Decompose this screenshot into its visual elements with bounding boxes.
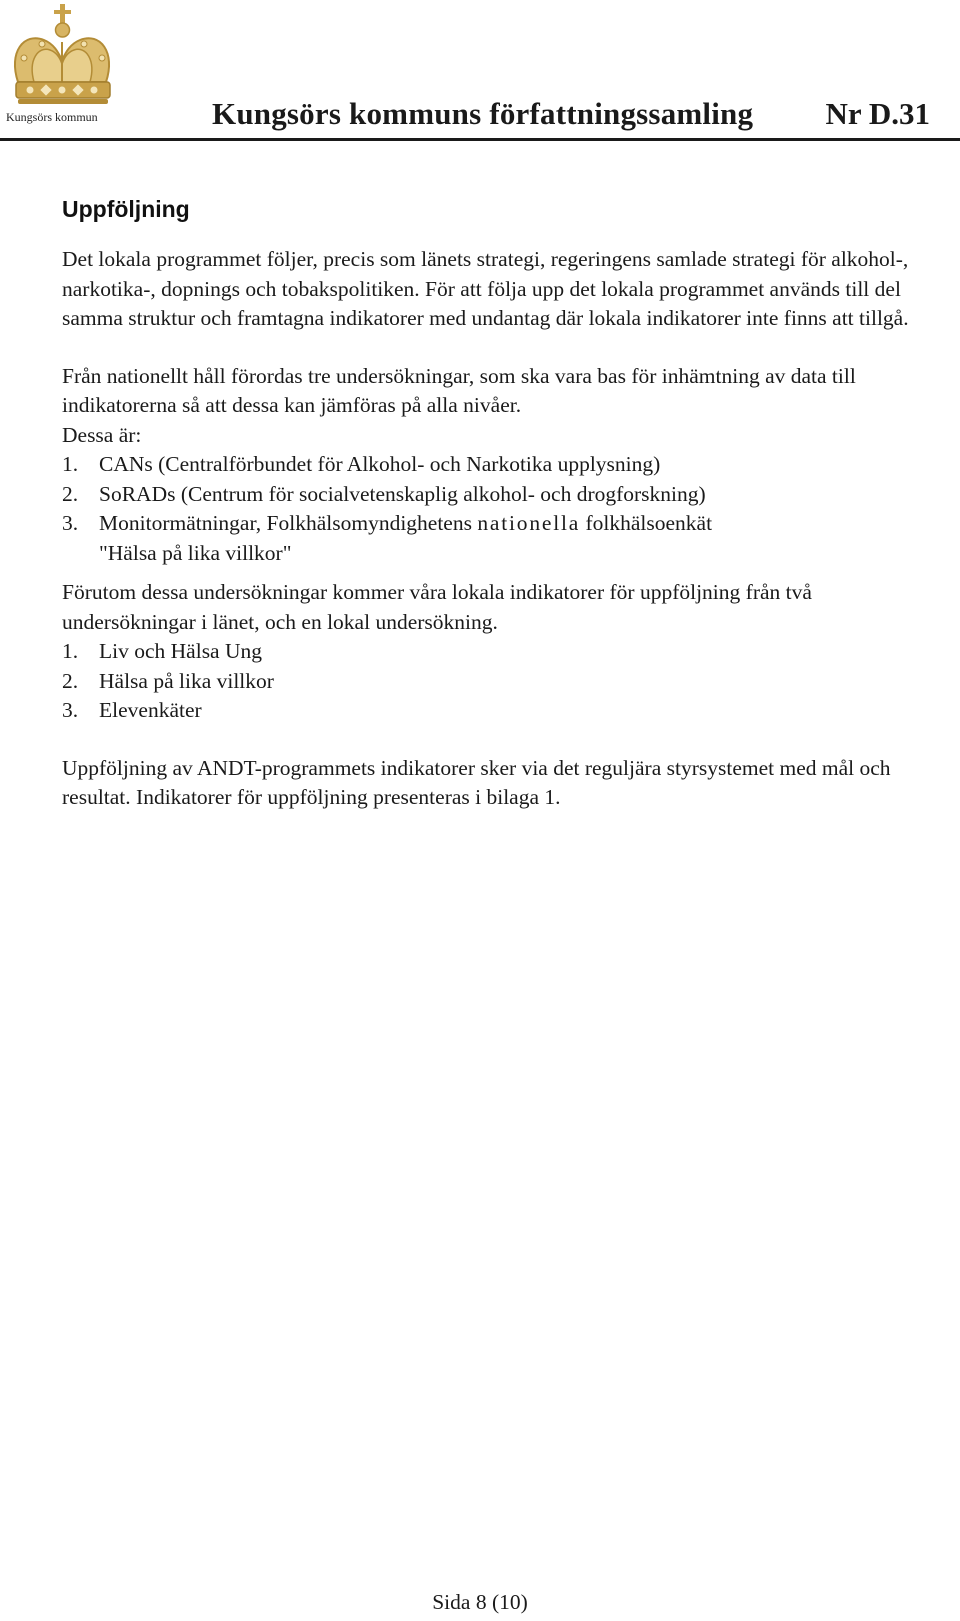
paragraph-followup: Uppföljning av ANDT-programmets indikatorer sker via det reguljära styrsystemet med mål och resultat. Indikatorer för uppföljning presenteras i bilaga 1. xyxy=(62,755,891,809)
list-item-text: Hälsa på lika villkor xyxy=(99,668,274,693)
list-item xyxy=(62,509,922,568)
section-heading: Uppföljning xyxy=(62,196,190,222)
list-item-text-continued: "Hälsa på lika villkor" xyxy=(99,540,292,565)
list-item xyxy=(62,637,922,667)
list-item xyxy=(62,480,922,510)
list-item xyxy=(62,696,922,726)
publication-title: Kungsörs kommuns författningssamling xyxy=(212,96,754,131)
document-body xyxy=(62,196,922,813)
list-item-text: Monitormätningar, Folkhälsomyndighetens xyxy=(99,511,478,535)
list-number: 3. xyxy=(62,511,79,535)
page-header xyxy=(0,0,960,142)
header-divider xyxy=(0,138,960,141)
paragraph-lead: Dessa är: xyxy=(62,422,142,447)
crown-icon xyxy=(4,2,122,108)
logo-text: Kungsörs kommun xyxy=(6,110,98,124)
list-item-text: Elevenkäter xyxy=(99,698,202,722)
paragraph-local-surveys: Förutom dessa undersökningar kommer våra lokala indikatorer för uppföljning från två undersökningar i länet, och en lokal undersökning. xyxy=(62,580,812,634)
list-number: 2. xyxy=(62,668,79,693)
list-item xyxy=(62,667,922,697)
list-number: 1. xyxy=(62,452,79,476)
list-item-text-spaced: nationella xyxy=(477,511,581,535)
list-item-text: SoRADs (Centrum för socialvetenskaplig alkohol- och drogforskning) xyxy=(99,481,706,506)
list-number: 3. xyxy=(62,698,79,722)
list-item xyxy=(62,450,922,480)
national-surveys-list xyxy=(62,450,922,568)
list-number: 1. xyxy=(62,639,79,663)
local-surveys-list xyxy=(62,637,922,726)
paragraph-intro: Det lokala programmet följer, precis som länets strategi, regeringens samlade strategi för alkohol-, narkotika-, dopnings och tobakspolitiken. För att följa upp det lokala programmet används till del samma struktur och framtagna indikatorer med undantag där lokala indikatorer inte finns att tillgå. xyxy=(62,247,909,330)
list-item-text: folkhälsoenkät xyxy=(580,511,713,535)
list-item-text: Liv och Hälsa Ung xyxy=(99,639,263,663)
page-number: Sida 8 (10) xyxy=(432,1590,528,1614)
list-number: 2. xyxy=(62,481,79,506)
paragraph-national-surveys: Från nationellt håll förordas tre undersökningar, som ska vara bas för inhämtning av data till indikatorerna så att dessa kan jämföras på alla nivåer. xyxy=(62,363,856,417)
document-number: Nr D.31 xyxy=(825,96,930,131)
list-item-text: CANs (Centralförbundet för Alkohol- och Narkotika upplysning) xyxy=(99,452,661,476)
